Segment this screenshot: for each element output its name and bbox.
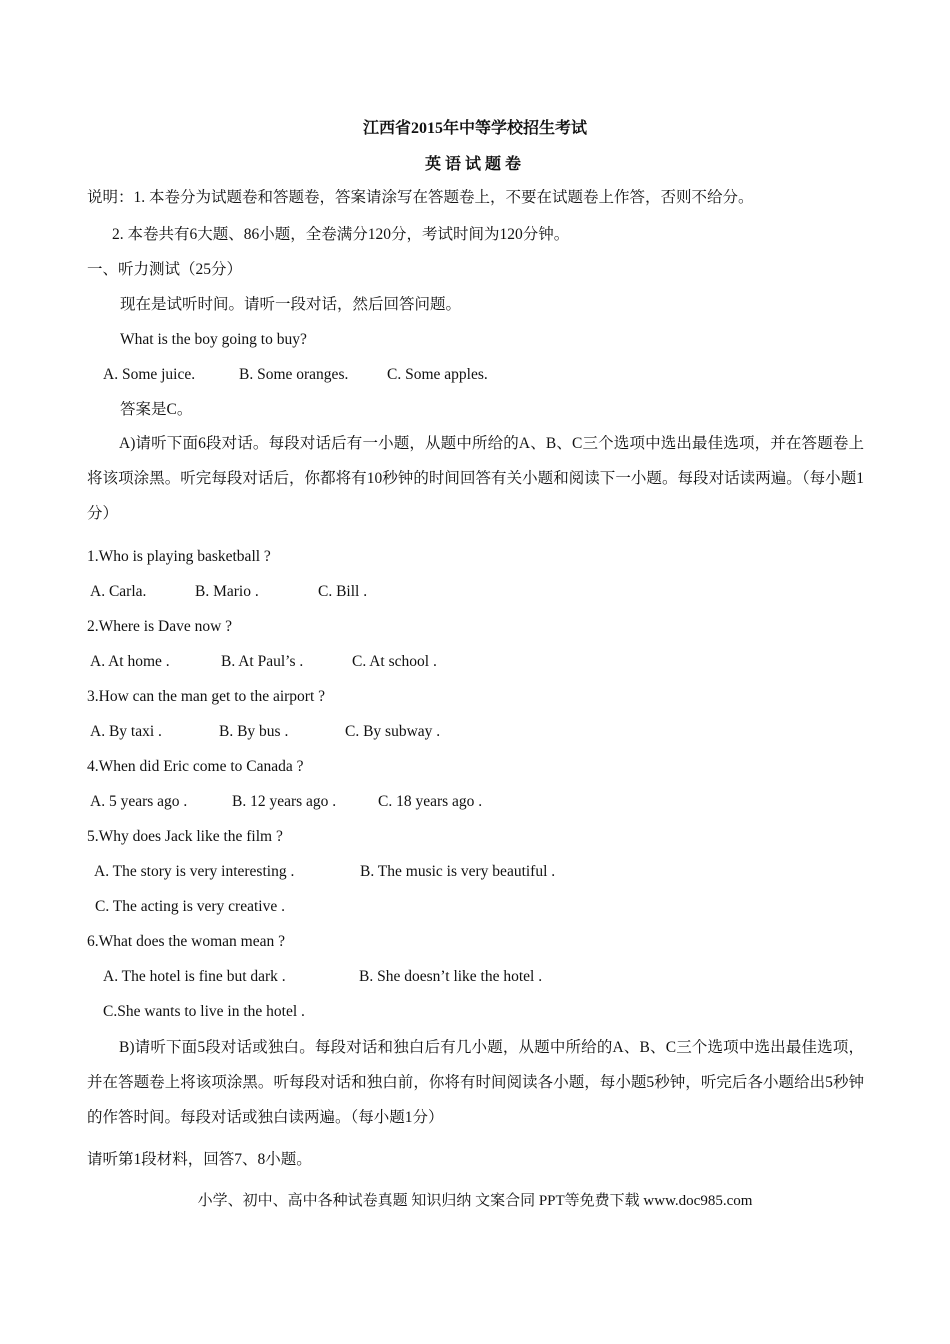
q2-option-b: B. At Paul’s . — [221, 653, 304, 670]
sample-answer: 答案是C。 — [120, 401, 193, 418]
sample-option-a: A. Some juice. — [103, 366, 196, 383]
question-4: 4.When did Eric come to Canada ? — [87, 758, 304, 775]
q6-option-a: A. The hotel is fine but dark . — [103, 968, 286, 985]
q4-option-c: C. 18 years ago . — [378, 793, 483, 810]
sample-option-c: C. Some apples. — [387, 366, 488, 383]
part-a-intro: A)请听下面6段对话。每段对话后有一小题，从题中所给的A、B、C三个选项中选出最佳选项，并在答题卷上将该项涂黑。听完每段对话后，你都将有10秒钟的时间回答有关小题和阅读下一小题。每段对话读两遍。（每小题1分） — [87, 435, 864, 522]
q6-option-b: B. She doesn’t like the hotel . — [359, 968, 543, 985]
sample-option-b: B. Some oranges. — [239, 366, 349, 383]
q1-option-b: B. Mario . — [195, 583, 259, 600]
q2-option-c: C. At school . — [352, 653, 437, 670]
q5-option-c: C. The acting is very creative . — [95, 898, 285, 915]
q2-option-a: A. At home . — [90, 653, 170, 670]
q1-option-a: A. Carla. — [90, 583, 147, 600]
q4-option-b: B. 12 years ago . — [232, 793, 337, 810]
q4-option-a: A. 5 years ago . — [90, 793, 188, 810]
q1-option-c: C. Bill . — [318, 583, 368, 600]
q5-option-a: A. The story is very interesting . — [94, 863, 295, 880]
question-1: 1.Who is playing basketball ? — [87, 548, 271, 565]
sample-question: What is the boy going to buy? — [120, 331, 307, 348]
question-5: 5.Why does Jack like the film ? — [87, 828, 283, 845]
page-footer: 小学、初中、高中各种试卷真题 知识归纳 文案合同 PPT等免费下载 www.doc985.com — [197, 1193, 753, 1209]
question-3: 3.How can the man get to the airport ? — [87, 688, 326, 705]
instruction-line-1: 说明：1. 本卷分为试题卷和答题卷，答案请涂写在答题卷上，不要在试题卷上作答，否则不给分。 — [87, 189, 754, 206]
q3-option-b: B. By bus . — [219, 723, 289, 740]
question-6: 6.What does the woman mean ? — [87, 933, 285, 950]
material-1-instruction: 请听第1段材料，回答7、8小题。 — [87, 1151, 312, 1168]
page-title: 江西省2015年中等学校招生考试 — [362, 120, 587, 137]
section-heading: 一、听力测试（25分） — [87, 261, 243, 278]
q6-option-c: C.She wants to live in the hotel . — [103, 1003, 305, 1020]
sample-intro: 现在是试听时间。请听一段对话，然后回答问题。 — [120, 296, 462, 313]
q3-option-a: A. By taxi . — [90, 723, 162, 740]
q3-option-c: C. By subway . — [345, 723, 441, 740]
question-2: 2.Where is Dave now ? — [87, 618, 233, 635]
instruction-line-2: 2. 本卷共有6大题、86小题，全卷满分120分，考试时间为120分钟。 — [112, 226, 570, 243]
q5-option-b: B. The music is very beautiful . — [360, 863, 556, 880]
page-subtitle: 英语试题卷 — [424, 156, 525, 173]
part-b-intro: B)请听下面5段对话或独白。每段对话和独白后有几小题，从题中所给的A、B、C三个选项中选出最佳选项，并在答题卷上将该项涂黑。听每段对话和独白前，你将有时间阅读各小题，每小题5秒钟，听完后各小题给出5秒钟的作答时间。每段对话或独白读两遍。（每小题1分） — [87, 1039, 864, 1126]
